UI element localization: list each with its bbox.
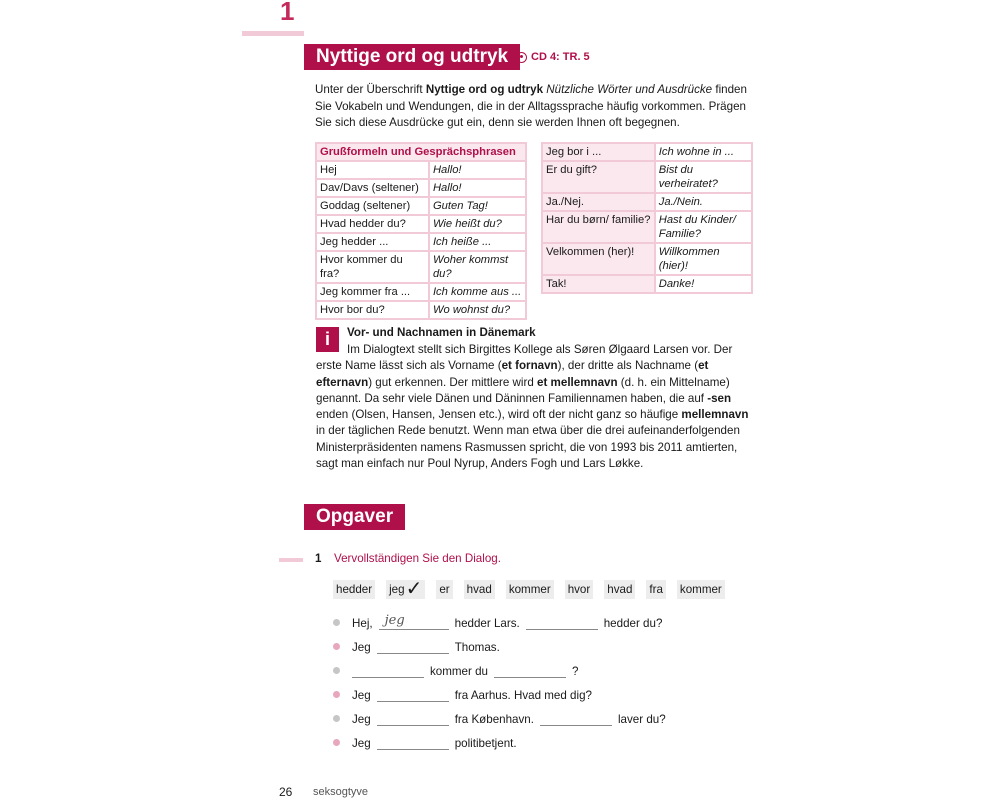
table-row — [316, 283, 526, 301]
cd-icon — [516, 52, 527, 63]
table-header: Grußformeln und Gesprächsphrasen — [316, 143, 526, 161]
dialog-line-1 — [333, 614, 662, 630]
dialog-text: politibetjent. — [454, 737, 517, 750]
dialog-text: fra København. — [454, 713, 534, 726]
intro-text-2: finden Sie Vokabeln und Wendungen, die in der Alltagssprache häufig vorkommen. Prägen Sie sich diese Ausdrücke gut ein, denn sie werden Ihnen oft begegnen. — [315, 83, 747, 129]
table-row — [316, 251, 526, 283]
info-bold: mellemnavn — [681, 408, 749, 422]
intro-text-1: Unter der Überschrift — [315, 83, 426, 96]
dialog-text: Thomas. — [454, 641, 500, 654]
table-row — [316, 215, 526, 233]
info-bold: et efternavn — [316, 359, 709, 389]
danish-cell: Velkommen (her)! — [542, 243, 655, 275]
answer-blank[interactable] — [540, 710, 612, 726]
answer-blank[interactable] — [494, 662, 566, 678]
german-cell: Danke! — [655, 275, 752, 293]
german-cell: Hallo! — [429, 161, 526, 179]
word-chip: er — [436, 580, 452, 599]
answer-blank[interactable] — [377, 638, 449, 654]
danish-cell: Har du børn/ familie? — [542, 211, 655, 243]
word-chip-text: jeg — [389, 583, 405, 596]
table-row — [542, 211, 752, 243]
answer-blank[interactable] — [352, 662, 424, 678]
danish-cell: Hvad hedder du? — [316, 215, 429, 233]
danish-cell: Tak! — [542, 275, 655, 293]
dialog-line-4 — [333, 686, 592, 702]
bullet-icon — [333, 643, 340, 650]
table-row — [542, 143, 752, 161]
bullet-icon — [333, 739, 340, 746]
section-title-nyttige: Nyttige ord og udtryk — [304, 44, 520, 70]
cd-track-label — [516, 51, 590, 63]
dialog-text: Jeg — [352, 713, 371, 726]
answer-blank[interactable] — [377, 734, 449, 750]
dialog-text: Jeg — [352, 689, 371, 702]
dialog-line-3 — [333, 662, 578, 678]
danish-cell: Er du gift? — [542, 161, 655, 193]
table-row — [316, 197, 526, 215]
dialog-text: ? — [572, 665, 579, 678]
dialog-text: fra Aarhus. Hvad med dig? — [454, 689, 592, 702]
dialog-line-6 — [333, 734, 517, 750]
info-text: enden (Olsen, Hansen, Jensen etc.), wird oft der nicht ganz so häufige — [316, 408, 682, 422]
word-chip: hvor — [565, 580, 594, 599]
danish-cell: Hvor kommer du fra? — [316, 251, 429, 283]
vocab-table-greetings — [315, 142, 527, 320]
german-cell: Ja./Nein. — [655, 193, 752, 211]
word-chip-used — [386, 580, 425, 599]
german-cell: Willkommen (hier)! — [655, 243, 752, 275]
word-chip: kommer — [677, 580, 725, 599]
danish-cell: Ja./Nej. — [542, 193, 655, 211]
answer-blank[interactable] — [379, 614, 449, 630]
danish-cell: Jeg bor i ... — [542, 143, 655, 161]
dialog-text: hedder Lars. — [454, 617, 520, 630]
dialog-text: Hej, — [352, 617, 373, 630]
table-row — [316, 179, 526, 197]
german-cell: Bist du verheiratet? — [655, 161, 752, 193]
dialog-text: laver du? — [617, 713, 666, 726]
page-number-word: seksogtyve — [313, 786, 369, 798]
word-bank — [333, 580, 725, 599]
dialog-text: kommer du — [430, 665, 488, 678]
dialog-line-5 — [333, 710, 666, 726]
dialog-line-2 — [333, 638, 500, 654]
intro-italic: Nützliche Wörter und Ausdrücke — [546, 83, 713, 96]
info-text: ), der dritte als Nachname ( — [557, 359, 699, 373]
table-row — [316, 233, 526, 251]
german-cell: Wie heißt du? — [429, 215, 526, 233]
chapter-rule — [242, 31, 304, 36]
dialog-text: Jeg — [352, 641, 371, 654]
exercise-instruction: Vervollständigen Sie den Dialog. — [334, 552, 501, 565]
section-title-opgaver: Opgaver — [304, 504, 405, 530]
chapter-number: 1 — [280, 0, 295, 26]
bullet-icon — [333, 691, 340, 698]
german-cell: Ich wohne in ... — [655, 143, 752, 161]
german-cell: Hallo! — [429, 179, 526, 197]
word-chip: fra — [646, 580, 666, 599]
info-icon: i — [316, 327, 339, 352]
table-row — [542, 243, 752, 275]
info-text: ) gut erkennen. Der mittlere wird — [368, 375, 538, 389]
page-number: 26 — [279, 785, 293, 799]
table-row — [542, 193, 752, 211]
german-cell: Ich komme aus ... — [429, 283, 526, 301]
danish-cell: Jeg hedder ... — [316, 233, 429, 251]
german-cell: Guten Tag! — [429, 197, 526, 215]
danish-cell: Hej — [316, 161, 429, 179]
table-row — [316, 301, 526, 319]
danish-cell: Jeg kommer fra ... — [316, 283, 429, 301]
exercise-number: 1 — [315, 552, 322, 565]
table-row — [316, 161, 526, 179]
dialog-text: hedder du? — [603, 617, 663, 630]
exercise-rule — [279, 558, 303, 562]
danish-cell: Goddag (seltener) — [316, 197, 429, 215]
cd-track-text: CD 4: TR. 5 — [531, 51, 590, 63]
answer-blank[interactable] — [377, 686, 449, 702]
answer-blank[interactable] — [526, 614, 598, 630]
info-body — [316, 342, 756, 472]
bullet-icon — [333, 667, 340, 674]
german-cell: Woher kommst du? — [429, 251, 526, 283]
word-chip: hvad — [604, 580, 635, 599]
info-text: (d. h. ein Mittelname) genannt. Da sehr viele Dänen und Däninnen Familiennamen haben, die auf — [316, 375, 730, 405]
german-cell: Hast du Kinder/ Familie? — [655, 211, 752, 243]
german-cell: Ich heiße ... — [429, 233, 526, 251]
bullet-icon — [333, 619, 340, 626]
german-cell: Wo wohnst du? — [429, 301, 526, 319]
table-row — [542, 275, 752, 293]
table-row — [542, 161, 752, 193]
danish-cell: Hvor bor du? — [316, 301, 429, 319]
checkmark-icon: ✓ — [405, 578, 423, 600]
bullet-icon — [333, 715, 340, 722]
word-chip: hvad — [464, 580, 495, 599]
answer-blank[interactable] — [377, 710, 449, 726]
handwritten-answer: jeg — [384, 613, 405, 628]
intro-paragraph — [315, 82, 755, 132]
info-bold: et mellemnavn — [537, 375, 618, 389]
info-bold: et fornavn — [501, 359, 558, 373]
word-chip: kommer — [506, 580, 554, 599]
dialog-text: Jeg — [352, 737, 371, 750]
info-bold: -sen — [707, 391, 732, 405]
info-title: Vor- und Nachnamen in Dänemark — [347, 326, 536, 339]
info-text: Im Dialogtext stellt sich Birgittes Kollege als Søren Ølgaard Larsen vor. Der erste Name lässt sich als Vorname ( — [316, 343, 733, 373]
word-chip: hedder — [333, 580, 375, 599]
info-text: in der täglichen Rede benutzt. Wenn man etwa über die drei aufeinanderfolgenden Ministerpräsidenten namens Rasmussen spricht, die von 1993 bis 2011 amtierten, sagt man einfach nur Poul Nyrup, Anders Fogh und Lars Løkke. — [316, 424, 740, 471]
intro-bold: Nyttige ord og udtryk — [425, 83, 544, 96]
vocab-table-personal — [541, 142, 753, 294]
danish-cell: Dav/Davs (seltener) — [316, 179, 429, 197]
